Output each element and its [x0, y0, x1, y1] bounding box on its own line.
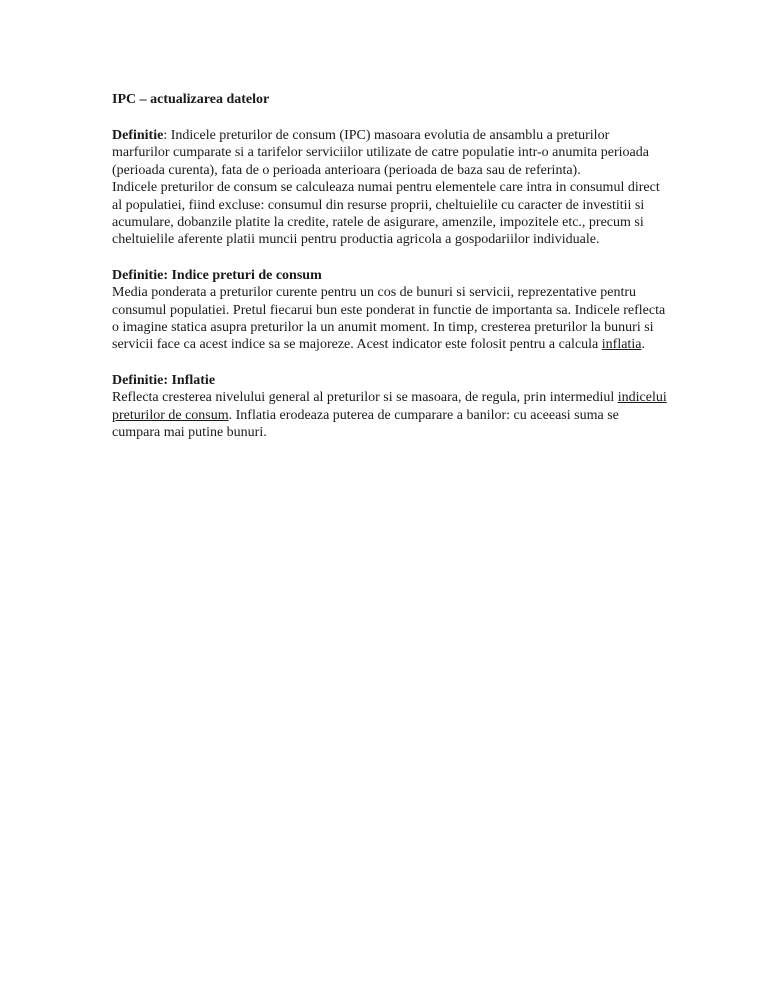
inflatia-link[interactable]: inflatia	[601, 337, 642, 353]
indice-paragraph	[112, 284, 668, 354]
document-title: IPC – actualizarea datelor	[112, 92, 270, 107]
calculation-paragraph: Indicele preturilor de consum se calculeaza numai pentru elementele care intra in consumul direct al populatiei, fiind excluse: consumul din resurse proprii, cheltuielile cu caracter de investitii si acumulare, dobanzile platite la credite, ratele de asigurare, amenzile, impozitele etc., precum si cheltuielile aferente platii muncii pentru productia agricola a gospodariilor individuale.	[112, 180, 660, 248]
indice-text: Media ponderata a preturilor curente pentru un cos de bunuri si servicii, reprezentative pentru consumul populatiei. Pretul fiecarui bun este ponderat in functie de importanta sa. Indicele reflecta o imagine statica asupra preturilor la un anumit moment. In timp, cresterea preturilor la bunuri si servicii face ca acest indice sa se majoreze. Acest indicator este folosit pentru a calcula	[112, 285, 666, 353]
inflatie-text-end: . Inflatia erodeaza puterea de cumparare a banilor: cu aceeasi suma se cumpara mai putine bunuri.	[112, 407, 619, 441]
section-ipc-definition	[112, 127, 668, 249]
section-heading: Definitie: Indice preturi de consum	[112, 267, 322, 283]
definition-label: Definitie	[112, 128, 164, 143]
inflatie-text: Reflecta cresterea nivelului general al preturilor si se masoara, de regula, prin intermediul	[112, 390, 618, 406]
section-indice-preturi	[112, 267, 668, 354]
section-inflatie	[112, 372, 668, 442]
definition-paragraph	[112, 127, 668, 179]
indicele-preturilor-link[interactable]: indicelui preturilor de consum	[112, 390, 667, 423]
definition-text: : Indicele preturilor de consum (IPC) masoara evolutia de ansamblu a preturilor marfurilor cumparate si a tarifelor serviciilor utilizate de catre populatie intr-o anumita perioada (perioada curenta), fata de o perioada anterioara (perioada de baza sau de referinta).	[112, 128, 649, 178]
inflatie-paragraph	[112, 389, 668, 441]
section-heading: Definitie: Inflatie	[112, 372, 216, 388]
indice-text-end: .	[641, 337, 645, 353]
